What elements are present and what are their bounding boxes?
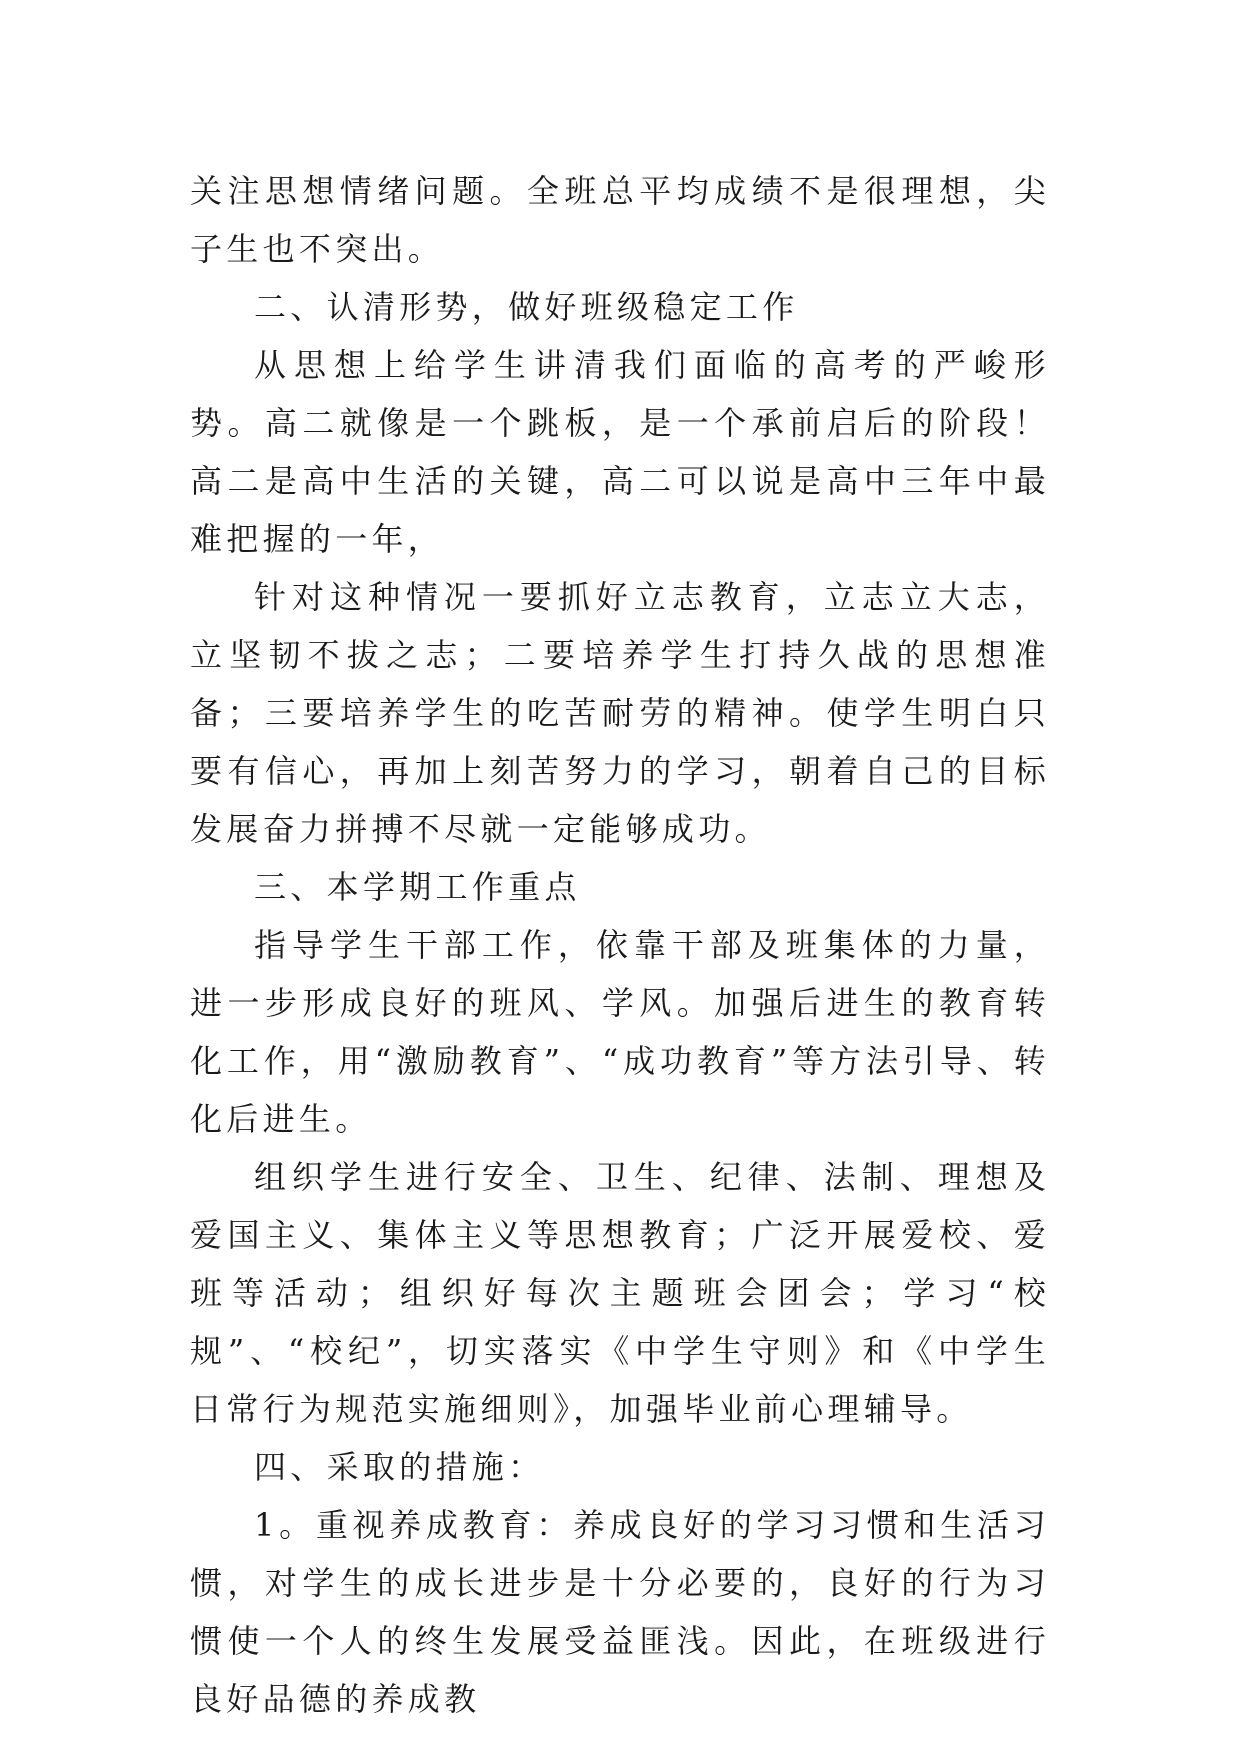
section-heading-4: 四、采取的措施： (254, 1448, 545, 1486)
paragraph: 组织学生进行安全、卫生、纪律、法制、理想及爱国主义、集体主义等思想教育；广泛开展爱校、爱班等活动；组织好每次主题班会团会；学习“校规”、“校纪”，切实落实《中学生守则》和《中学生日常行为规范实施细则》，加强毕业前心理辅导。 (190, 1158, 1050, 1428)
paragraph: 从思想上给学生讲清我们面临的高考的严峻形势。高二就像是一个跳板，是一个承前启后的阶段！ 高二是高中生活的关键，高二可以说是高中三年中最难把握的一年， (190, 346, 1087, 558)
paragraph: 1。重视养成教育：养成良好的学习习惯和生活习惯，对学生的成长进步是十分必要的，良好的行为习惯使一个人的终生发展受益匪浅。因此，在班级进行良好品德的养成教 (190, 1506, 1050, 1718)
paragraph: 指导学生干部工作，依靠干部及班集体的力量，进一步形成良好的班风、学风。加强后进生的教育转化工作，用“激励教育”、“成功教育”等方法引导、转化后进生。 (190, 926, 1050, 1138)
section-heading-2: 二、认清形势，做好班级稳定工作 (254, 288, 799, 326)
section-heading-3: 三、本学期工作重点 (254, 868, 581, 906)
paragraph: 针对这种情况一要抓好立志教育，立志立大志，立坚韧不拔之志；二要培养学生打持久战的思想准备；三要培养学生的吃苦耐劳的精神。使学生明白只要有信心，再加上刻苦努力的学习，朝着自己的目标发展奋力拼搏不尽就一定能够成功。 (190, 578, 1050, 848)
document-body (190, 162, 1087, 1728)
paragraph-continuation: 关注思想情绪问题。全班总平均成绩不是很理想，尖子生也不突出。 (190, 172, 1050, 268)
